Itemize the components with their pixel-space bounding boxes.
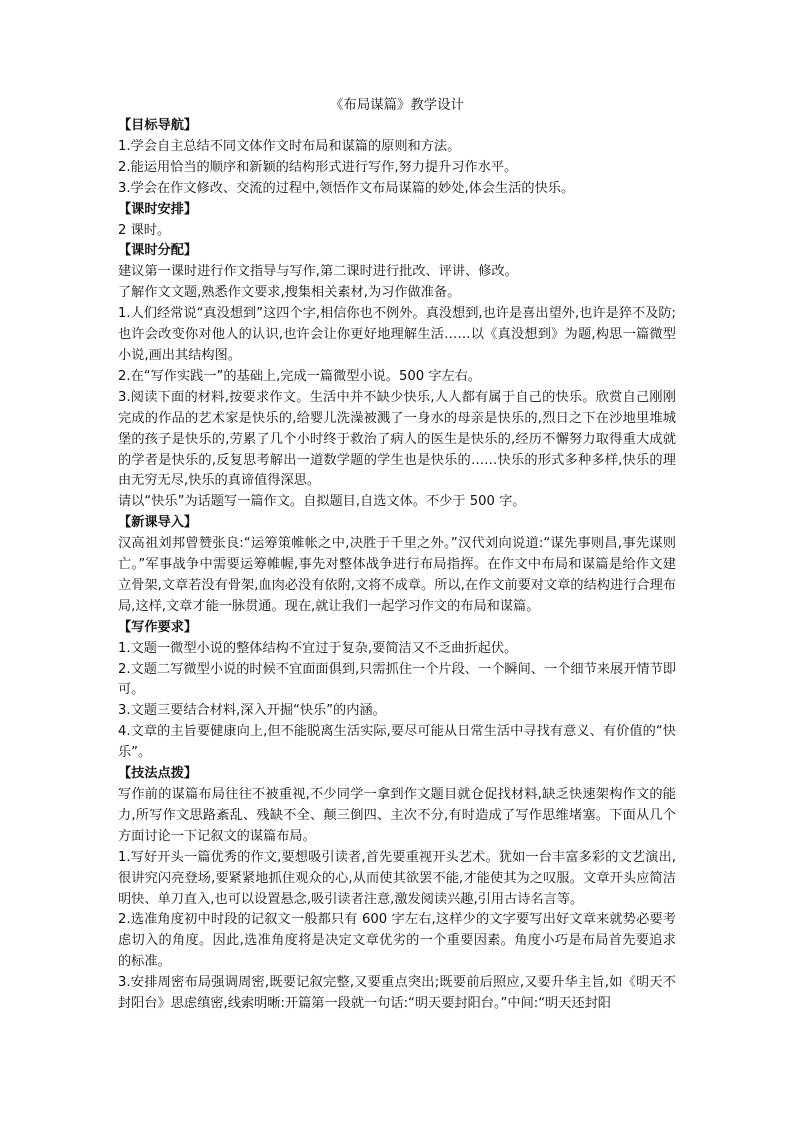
heading-requirements: 【写作要求】 xyxy=(118,619,198,635)
allocation-item: 1.人们经常说“真没想到”这四个字,相信你也不例外。真没想到,也许是喜出望外,也许是猝不及防;也许会改变你对他人的认识,也许会让你更好地理解生活……以《真没想到》为题,构思一篇微型小说,画出其结构图。 xyxy=(118,306,676,363)
heading-goals: 【目标导航】 xyxy=(118,118,198,133)
heading-tips: 【技法点拨】 xyxy=(118,766,198,782)
document-page xyxy=(118,96,676,1015)
heading-intro: 【新课导入】 xyxy=(118,515,198,531)
heading-allocation: 【课时分配】 xyxy=(118,243,198,259)
allocation-item: 了解作文文题,熟悉作文要求,搜集相关素材,为习作做准备。 xyxy=(118,285,461,301)
requirement-item: 1.文题一微型小说的整体结构不宜过于复杂,要简洁又不乏曲折起伏。 xyxy=(118,640,518,656)
intro-paragraph: 汉高祖刘邦曾赞张良:“运筹策帷帐之中,决胜于千里之外。”汉代刘向说道:“谋先事则昌,事先谋则亡。”军事战争中需要运筹帷幄,事先对整体战争进行布局指挥。在作文中布局和谋篇是给作文建立骨架,文章若没有骨架,血肉必没有依附,文将不成章。所以,在作文前要对文章的结构进行合理布局,这样,文章才能一脉贯通。现在,就让我们一起学习作文的布局和谋篇。 xyxy=(118,536,676,614)
tips-paragraph: 3.安排周密布局强调周密,既要记叙完整,又要重点突出;既要前后照应,又要升华主旨,如《明天不封阳台》思虑缜密,线索明晰:开篇第一段就一句话:“明天要封阳台。”中间:“明天还封阳 xyxy=(118,975,676,1012)
allocation-item: 2.在“写作实践一”的基础上,完成一篇微型小说。500 字左右。 xyxy=(118,368,482,384)
heading-schedule: 【课时安排】 xyxy=(118,201,198,217)
goal-item: 2.能运用恰当的顺序和新颖的结构形式进行写作,努力提升习作水平。 xyxy=(118,159,518,175)
goal-item: 1.学会自主总结不同文体作文时布局和谋篇的原则和方法。 xyxy=(118,138,461,154)
goal-item: 3.学会在作文修改、交流的过程中,领悟作文布局谋篇的妙处,体会生活的快乐。 xyxy=(118,180,575,196)
tips-paragraph: 2.选准角度初中时段的记叙文一般都只有 600 字左右,这样少的文字要写出好文章来就势必要考虑切入的角度。因此,选准角度将是决定文章优劣的一个重要因素。角度小巧是布局首先要追求的标准。 xyxy=(118,912,676,970)
requirement-item: 2.文题二写微型小说的时候不宜面面俱到,只需抓住一个片段、一个瞬间、一个细节来展开情节即可。 xyxy=(118,661,676,698)
document-title: 《布局谋篇》教学设计 xyxy=(330,98,464,113)
requirement-item: 4.文章的主旨要健康向上,但不能脱离生活实际,要尽可能从日常生活中寻找有意义、有价值的“快乐”。 xyxy=(118,724,676,761)
allocation-item: 请以“快乐”为话题写一篇作文。自拟题目,自选文体。不少于 500 字。 xyxy=(118,494,526,510)
tips-paragraph: 写作前的谋篇布局往往不被重视,不少同学一拿到作文题目就仓促找材料,缺乏快速架构作文的能力,所写作文思路紊乱、残缺不全、颠三倒四、主次不分,有时造成了写作思维堵塞。下面从几个方面讨论一下记叙文的谋篇布局。 xyxy=(118,787,676,844)
schedule-item: 2 课时。 xyxy=(118,222,171,238)
allocation-item: 3.阅读下面的材料,按要求作文。生活中并不缺少快乐,人人都有属于自己的快乐。欣赏自己刚刚完成的作品的艺术家是快乐的,给婴儿洗澡被溅了一身水的母亲是快乐的,烈日之下在沙地里堆城堡的孩子是快乐的,劳累了几个小时终于救治了病人的医生是快乐的,经历不懈努力取得重大成就的学者是快乐的,反复思考解出一道数学题的学生也是快乐的……快乐的形式多种多样,快乐的理由无穷无尽,快乐的真谛值得深思。 xyxy=(118,389,676,489)
tips-paragraph: 1.写好开头一篇优秀的作文,要想吸引读者,首先要重视开头艺术。犹如一台丰富多彩的文艺演出,很讲究闪亮登场,要紧紧地抓住观众的心,从而使其欲罢不能,才能使其为之叹服。文章开头应简洁明快、单刀直入,也可以设置悬念,吸引读者注意,激发阅读兴趣,引用古诗名言等。 xyxy=(118,849,676,907)
requirement-item: 3.文题三要结合材料,深入开掘“快乐”的内涵。 xyxy=(118,703,386,719)
allocation-item: 建议第一课时进行作文指导与写作,第二课时进行批改、评讲、修改。 xyxy=(118,264,518,280)
